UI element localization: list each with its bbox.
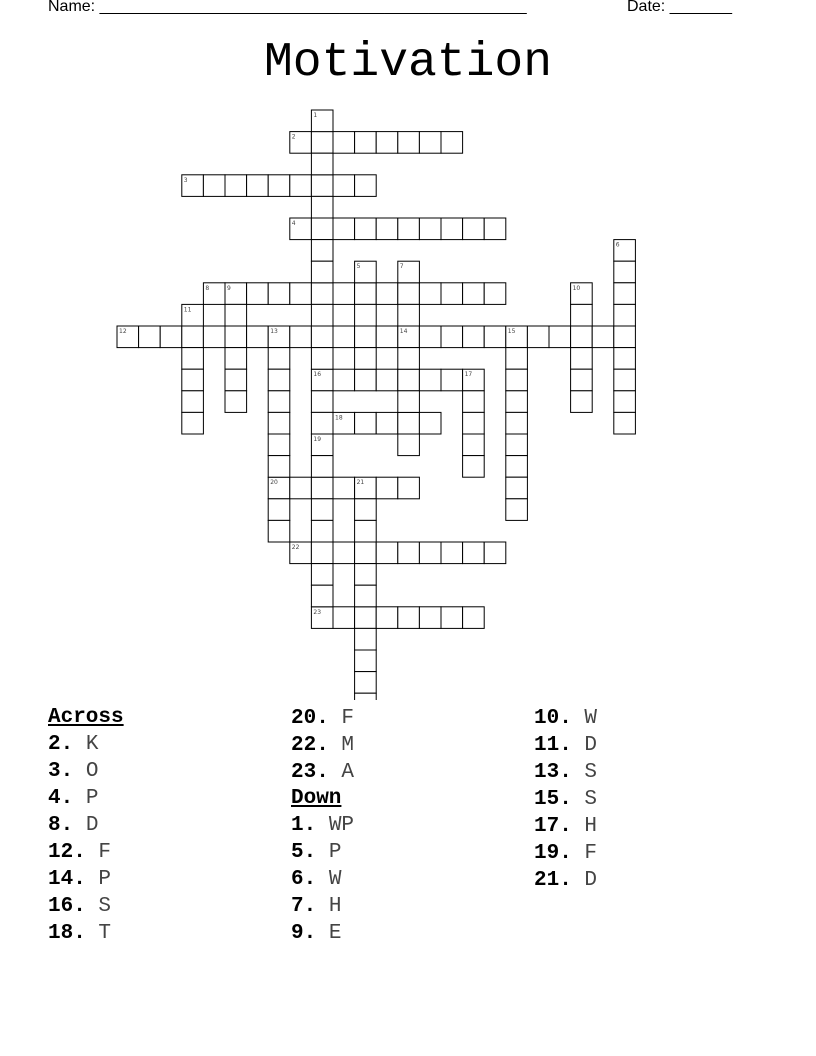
grid-cell[interactable] <box>290 326 312 348</box>
grid-cell[interactable] <box>571 304 593 326</box>
grid-cell[interactable] <box>441 326 463 348</box>
clue-number: 13. <box>534 761 572 784</box>
grid-cell[interactable] <box>225 348 247 370</box>
grid-number: 3 <box>183 176 188 184</box>
grid-cell[interactable] <box>463 434 485 456</box>
grid-cell[interactable] <box>376 607 398 629</box>
clue-item <box>48 839 124 866</box>
clue-hint: D <box>584 734 598 757</box>
grid-cell[interactable] <box>311 196 333 218</box>
grid-cell[interactable] <box>419 132 441 154</box>
clue-item <box>48 812 124 839</box>
clue-item <box>291 732 354 759</box>
grid-cell[interactable] <box>419 283 441 305</box>
grid-cell[interactable] <box>398 607 420 629</box>
grid-number: 16 <box>313 371 322 379</box>
clues-column-1 <box>48 705 124 947</box>
clue-hint: F <box>98 841 112 864</box>
grid-number: 4 <box>291 220 296 227</box>
clue-item <box>291 812 354 839</box>
clue-item <box>48 866 124 893</box>
grid-cell[interactable] <box>441 542 463 564</box>
grid-cell[interactable] <box>355 304 377 326</box>
grid-cell[interactable] <box>355 499 377 521</box>
grid-cell[interactable] <box>441 132 463 154</box>
grid-cell[interactable] <box>311 499 333 521</box>
grid-number: 10 <box>572 284 581 292</box>
clue-hint: S <box>98 895 112 918</box>
grid-cell[interactable] <box>311 326 333 348</box>
grid-cell[interactable] <box>398 412 420 434</box>
clue-number: 2. <box>48 733 74 756</box>
grid-cell[interactable] <box>419 218 441 240</box>
grid-cell[interactable] <box>355 585 377 607</box>
grid-cell[interactable] <box>182 369 204 391</box>
grid-cell[interactable] <box>398 132 420 154</box>
grid-cell[interactable] <box>376 326 398 348</box>
grid-cell[interactable] <box>376 369 398 391</box>
grid-number: 22 <box>291 544 300 551</box>
grid-cell[interactable] <box>506 391 528 413</box>
grid-cell[interactable] <box>311 477 333 499</box>
grid-cell[interactable] <box>506 369 528 391</box>
down-heading: Down <box>291 787 342 810</box>
grid-cell[interactable] <box>333 542 355 564</box>
clue-number: 19. <box>534 842 572 865</box>
grid-cell[interactable] <box>463 218 485 240</box>
grid-cell[interactable] <box>614 348 636 370</box>
grid-cell[interactable] <box>463 542 485 564</box>
clue-hint: H <box>584 815 598 838</box>
clue-item <box>291 839 354 866</box>
grid-cell[interactable] <box>355 542 377 564</box>
clue-item <box>291 893 354 920</box>
grid-cell[interactable] <box>290 283 312 305</box>
clue-item <box>48 893 124 920</box>
clue-hint: WP <box>328 814 355 837</box>
clue-number: 7. <box>291 895 317 918</box>
grid-cell[interactable] <box>614 261 636 283</box>
grid-number: 15 <box>507 328 516 335</box>
date-field[interactable]: Date: _______ <box>627 0 732 15</box>
grid-cell[interactable] <box>268 283 290 305</box>
grid-cell[interactable] <box>376 218 398 240</box>
grid-cell[interactable] <box>506 348 528 370</box>
grid-cell[interactable] <box>441 607 463 629</box>
grid-cell[interactable] <box>484 326 506 348</box>
grid-number: 6 <box>615 241 620 249</box>
clue-item <box>291 705 354 732</box>
clue-number: 6. <box>291 868 317 891</box>
clue-number: 5. <box>291 841 317 864</box>
grid-cell[interactable] <box>182 348 204 370</box>
grid-cell[interactable] <box>549 326 571 348</box>
grid-number: 20 <box>270 479 278 487</box>
grid-cell[interactable] <box>333 326 355 348</box>
clue-number: 23. <box>291 761 329 784</box>
grid-cell[interactable] <box>398 304 420 326</box>
grid-cell[interactable] <box>225 391 247 413</box>
clue-item <box>291 866 354 893</box>
grid-number: 13 <box>270 328 278 335</box>
grid-cell[interactable] <box>419 369 441 391</box>
grid-cell[interactable] <box>333 175 355 197</box>
grid-cell[interactable] <box>203 326 225 348</box>
grid-cell[interactable] <box>614 391 636 413</box>
clue-item <box>534 867 597 894</box>
grid-cell[interactable] <box>311 564 333 586</box>
grid-cell[interactable] <box>527 326 549 348</box>
grid-cell[interactable] <box>398 542 420 564</box>
grid-cell[interactable] <box>484 542 506 564</box>
clue-number: 17. <box>534 815 572 838</box>
grid-cell[interactable] <box>463 607 485 629</box>
grid-cell[interactable] <box>355 369 377 391</box>
grid-cell[interactable] <box>311 348 333 370</box>
grid-cell[interactable] <box>311 520 333 542</box>
grid-cell[interactable] <box>311 283 333 305</box>
grid-cell[interactable] <box>225 326 247 348</box>
grid-cell[interactable] <box>506 477 528 499</box>
grid-cell[interactable] <box>160 326 182 348</box>
clue-item <box>534 813 597 840</box>
grid-cell[interactable] <box>376 283 398 305</box>
grid-cell[interactable] <box>355 326 377 348</box>
clue-hint: W <box>584 707 598 730</box>
clue-number: 10. <box>534 707 572 730</box>
clue-number: 8. <box>48 814 74 837</box>
grid-cell[interactable] <box>355 672 377 694</box>
clue-hint: F <box>584 842 598 865</box>
grid-cell[interactable] <box>571 348 593 370</box>
grid-cell[interactable] <box>355 607 377 629</box>
grid-cell[interactable] <box>441 283 463 305</box>
grid-cell[interactable] <box>376 132 398 154</box>
grid-cell[interactable] <box>311 261 333 283</box>
name-field[interactable]: Name: ________________________________________________ <box>48 0 527 15</box>
clue-hint: P <box>85 787 99 810</box>
grid-cell[interactable] <box>268 391 290 413</box>
clue-hint: S <box>584 788 598 811</box>
grid-cell[interactable] <box>268 369 290 391</box>
grid-cell[interactable] <box>463 326 485 348</box>
grid-cell[interactable] <box>355 175 377 197</box>
grid-cell[interactable] <box>592 326 614 348</box>
clues-column-3 <box>534 705 597 894</box>
clue-hint: P <box>98 868 112 891</box>
grid-cell[interactable] <box>614 326 636 348</box>
grid-cell[interactable] <box>139 326 161 348</box>
clue-number: 20. <box>291 707 329 730</box>
clue-number: 21. <box>534 869 572 892</box>
grid-cell[interactable] <box>419 326 441 348</box>
clue-number: 16. <box>48 895 86 918</box>
grid-cell[interactable] <box>311 175 333 197</box>
grid-cell[interactable] <box>398 434 420 456</box>
grid-cell[interactable] <box>333 132 355 154</box>
grid-cell[interactable] <box>463 283 485 305</box>
clue-hint: M <box>341 734 355 757</box>
grid-cell[interactable] <box>311 304 333 326</box>
grid-cell[interactable] <box>268 175 290 197</box>
grid-number: 7 <box>399 263 404 271</box>
grid-cell[interactable] <box>614 304 636 326</box>
clue-hint: E <box>328 922 342 945</box>
grid-cell[interactable] <box>355 650 377 672</box>
clue-hint: P <box>328 841 342 864</box>
grid-cell[interactable] <box>182 391 204 413</box>
grid-cell[interactable] <box>419 607 441 629</box>
grid-number: 21 <box>356 479 365 487</box>
grid-cell[interactable] <box>268 499 290 521</box>
clue-hint: T <box>98 922 112 945</box>
grid-cell[interactable] <box>311 391 333 413</box>
grid-cell[interactable] <box>333 218 355 240</box>
grid-cell[interactable] <box>355 628 377 650</box>
grid-cell[interactable] <box>419 542 441 564</box>
grid-number: 23 <box>313 608 322 616</box>
grid-cell[interactable] <box>506 412 528 434</box>
grid-number: 17 <box>464 371 473 379</box>
grid-cell[interactable] <box>333 477 355 499</box>
grid-cell[interactable] <box>441 218 463 240</box>
grid-cell[interactable] <box>311 240 333 262</box>
grid-cell[interactable] <box>441 369 463 391</box>
grid-number: 8 <box>205 284 210 292</box>
grid-cell[interactable] <box>311 585 333 607</box>
clue-item <box>534 705 597 732</box>
grid-cell[interactable] <box>398 218 420 240</box>
grid-cell[interactable] <box>355 218 377 240</box>
grid-cell[interactable] <box>268 348 290 370</box>
grid-cell[interactable] <box>463 391 485 413</box>
grid-cell[interactable] <box>355 520 377 542</box>
page-title: Motivation <box>263 36 553 90</box>
grid-cell[interactable] <box>268 412 290 434</box>
grid-cell[interactable] <box>571 326 593 348</box>
grid-cell[interactable] <box>484 283 506 305</box>
grid-cell[interactable] <box>247 175 269 197</box>
clue-number: 11. <box>534 734 572 757</box>
grid-cell[interactable] <box>571 391 593 413</box>
grid-cell[interactable] <box>311 153 333 175</box>
grid-number: 9 <box>227 284 231 292</box>
grid-cell[interactable] <box>484 218 506 240</box>
grid-number: 12 <box>119 328 127 335</box>
grid-cell[interactable] <box>355 412 377 434</box>
grid-cell[interactable] <box>506 456 528 478</box>
grid-cell[interactable] <box>247 326 269 348</box>
clue-item <box>534 759 597 786</box>
grid-number: 5 <box>356 263 361 271</box>
clue-item <box>48 920 124 947</box>
grid-cell[interactable] <box>376 542 398 564</box>
clue-number: 18. <box>48 922 86 945</box>
grid-number: 11 <box>183 306 192 314</box>
grid-cell[interactable] <box>333 369 355 391</box>
clue-hint: S <box>584 761 598 784</box>
clue-number: 9. <box>291 922 317 945</box>
grid-cell[interactable] <box>506 434 528 456</box>
grid-cell[interactable] <box>355 348 377 370</box>
clue-item <box>291 920 354 947</box>
grid-cell[interactable] <box>398 477 420 499</box>
clue-number: 22. <box>291 734 329 757</box>
grid-cell[interactable] <box>463 412 485 434</box>
grid-cell[interactable] <box>268 456 290 478</box>
grid-cell[interactable] <box>268 434 290 456</box>
grid-cell[interactable] <box>203 175 225 197</box>
clue-hint: O <box>85 760 99 783</box>
clue-number: 1. <box>291 814 317 837</box>
clue-number: 3. <box>48 760 74 783</box>
grid-cell[interactable] <box>290 477 312 499</box>
grid-cell[interactable] <box>376 477 398 499</box>
grid-cell[interactable] <box>290 175 312 197</box>
grid-cell[interactable] <box>398 283 420 305</box>
grid-cell[interactable] <box>355 693 377 700</box>
grid-cell[interactable] <box>311 218 333 240</box>
grid-cell[interactable] <box>333 607 355 629</box>
grid-cell[interactable] <box>506 499 528 521</box>
grid-cell[interactable] <box>311 456 333 478</box>
grid-number: 1 <box>313 112 318 119</box>
clue-item <box>534 840 597 867</box>
grid-cell[interactable] <box>225 304 247 326</box>
grid-cell[interactable] <box>398 391 420 413</box>
clue-number: 15. <box>534 788 572 811</box>
clue-item <box>48 731 124 758</box>
grid-cell[interactable] <box>614 369 636 391</box>
grid-number: 19 <box>313 436 322 443</box>
clue-hint: H <box>328 895 342 918</box>
clue-hint: K <box>85 733 99 756</box>
grid-cell[interactable] <box>311 132 333 154</box>
clue-number: 12. <box>48 841 86 864</box>
grid-cell[interactable] <box>571 369 593 391</box>
grid-cell[interactable] <box>614 283 636 305</box>
clue-hint: A <box>341 761 355 784</box>
grid-cell[interactable] <box>355 283 377 305</box>
grid-cell[interactable] <box>225 175 247 197</box>
grid-cell[interactable] <box>419 412 441 434</box>
grid-cell[interactable] <box>614 412 636 434</box>
grid-cell[interactable] <box>182 326 204 348</box>
grid-cell[interactable] <box>311 412 333 434</box>
grid-cell[interactable] <box>333 283 355 305</box>
grid-cell[interactable] <box>355 132 377 154</box>
clue-hint: D <box>85 814 99 837</box>
clue-hint: F <box>341 707 355 730</box>
across-heading: Across <box>48 706 124 729</box>
grid-cell[interactable] <box>398 348 420 370</box>
grid-number: 14 <box>399 328 408 335</box>
grid-cell[interactable] <box>311 542 333 564</box>
grid-number: 18 <box>335 414 343 422</box>
clue-item <box>48 785 124 812</box>
clue-item <box>291 759 354 786</box>
grid-cell[interactable] <box>376 412 398 434</box>
clue-hint: D <box>584 869 598 892</box>
clue-hint: W <box>328 868 342 891</box>
clue-number: 14. <box>48 868 86 891</box>
grid-cell[interactable] <box>182 412 204 434</box>
clue-item <box>534 732 597 759</box>
grid-cell[interactable] <box>398 369 420 391</box>
clue-item <box>534 786 597 813</box>
grid-cell[interactable] <box>268 520 290 542</box>
grid-cell[interactable] <box>247 283 269 305</box>
clue-number: 4. <box>48 787 74 810</box>
grid-number: 2 <box>291 133 296 141</box>
grid-cell[interactable] <box>463 456 485 478</box>
grid-cell[interactable] <box>355 564 377 586</box>
clue-item <box>48 758 124 785</box>
clues-column-2 <box>291 705 354 947</box>
grid-cell[interactable] <box>225 369 247 391</box>
